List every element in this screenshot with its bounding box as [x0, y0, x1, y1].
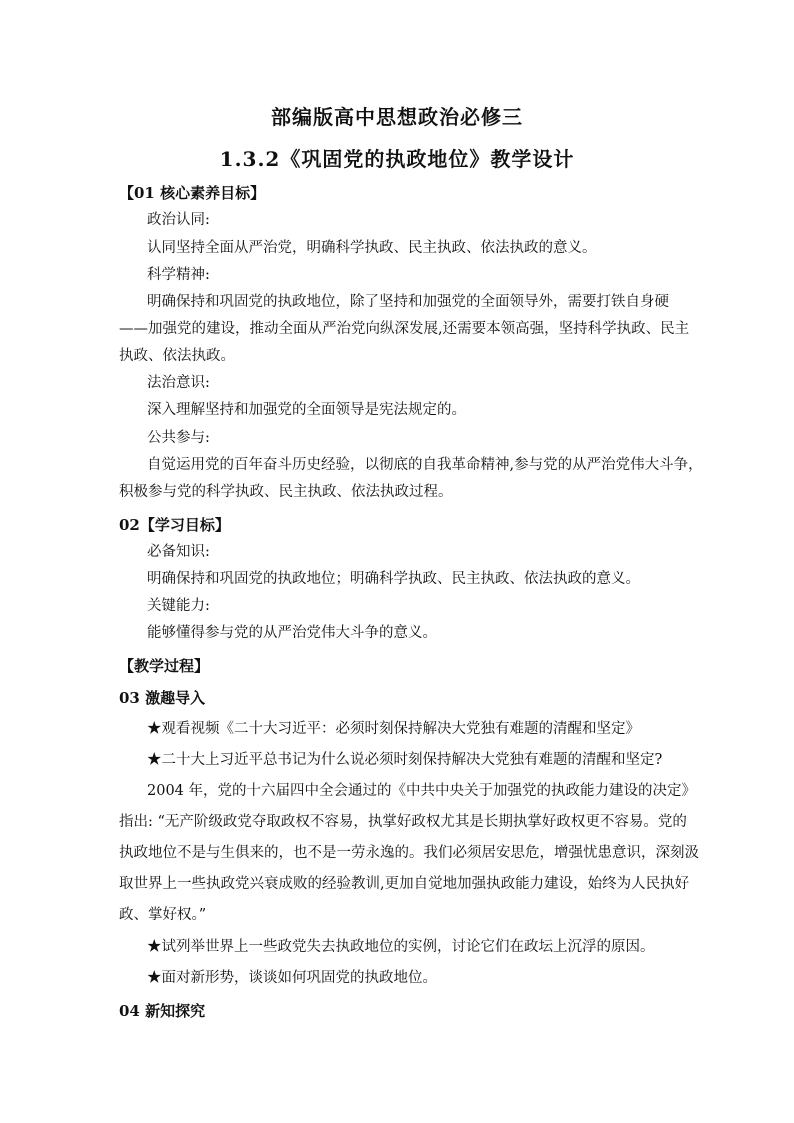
paragraph-line: 积极参与党的科学执政、民主执政、依法执政过程。: [119, 484, 453, 500]
activity-item: ★二十大上习近平总书记为什么说必须时刻保持解决大党独有难题的清醒和坚定?: [147, 752, 663, 768]
subheading-scientific-spirit: 科学精神:: [147, 267, 210, 283]
section-heading-intro: 03 激趣导入: [119, 689, 206, 707]
paragraph-line: 能够懂得参与党的从严治党伟大斗争的意义。: [147, 625, 437, 641]
paragraph-line: 执政地位不是与生俱来的，也不是一劳永逸的。我们必须居安思危，增强忧患意识，深刻汲: [119, 845, 699, 861]
subheading-public-participation: 公共参与:: [147, 430, 210, 446]
paragraph-line: 2004 年，党的十六届四中全会通过的《中共中央关于加强党的执政能力建设的决定》: [147, 783, 697, 799]
document-title: 部编版高中思想政治必修三: [271, 105, 523, 129]
paragraph-line: 执政、依法执政。: [119, 348, 235, 364]
paragraph-line: 取世界上一些执政党兴衰成败的经验教训,更加自觉地加强执政能力建设，始终为人民执好: [119, 876, 690, 892]
activity-item: ★试列举世界上一些政党失去执政地位的实例，讨论它们在政坛上沉浮的原因。: [147, 939, 655, 955]
paragraph-line: 政、掌好权。”: [119, 907, 207, 923]
subheading-essential-knowledge: 必备知识:: [147, 544, 210, 560]
section-heading-core-goals: 【01 核心素养目标】: [119, 184, 266, 202]
paragraph-line: 深入理解坚持和加强党的全面领导是宪法规定的。: [147, 402, 466, 418]
lesson-title: 1.3.2《巩固党的执政地位》教学设计: [219, 147, 575, 171]
paragraph-line: 认同坚持全面从严治党，明确科学执政、民主执政、依法执政的意义。: [147, 240, 597, 256]
section-heading-new-knowledge: 04 新知探究: [119, 1002, 206, 1020]
paragraph-line: 指出: “无产阶级政党夺取政权不容易，执掌好政权尤其是长期执掌好政权更不容易。党的: [119, 814, 687, 830]
subheading-political-identity: 政治认同:: [147, 212, 210, 228]
section-heading-teaching-process: 【教学过程】: [119, 657, 210, 675]
paragraph-line: 明确保持和巩固党的执政地位；明确科学执政、民主执政、依法执政的意义。: [147, 571, 640, 587]
subheading-rule-of-law: 法治意识:: [147, 375, 210, 391]
activity-item: ★面对新形势，谈谈如何巩固党的执政地位。: [147, 970, 437, 986]
paragraph-line: 明确保持和巩固党的执政地位，除了坚持和加强党的全面领导外，需要打铁自身硬: [147, 294, 669, 310]
paragraph-line: ——加强党的建设，推动全面从严治党向纵深发展,还需要本领高强，坚持科学执政、民主: [119, 321, 690, 337]
paragraph-line: 自觉运用党的百年奋斗历史经验，以彻底的自我革命精神,参与党的从严治党伟大斗争，: [147, 457, 703, 473]
activity-item: ★观看视频《二十大习近平：必须时刻保持解决大党独有难题的清醒和坚定》: [147, 721, 640, 737]
section-heading-learning-goals: 02【学习目标】: [119, 516, 230, 534]
subheading-key-ability: 关键能力:: [147, 598, 210, 614]
